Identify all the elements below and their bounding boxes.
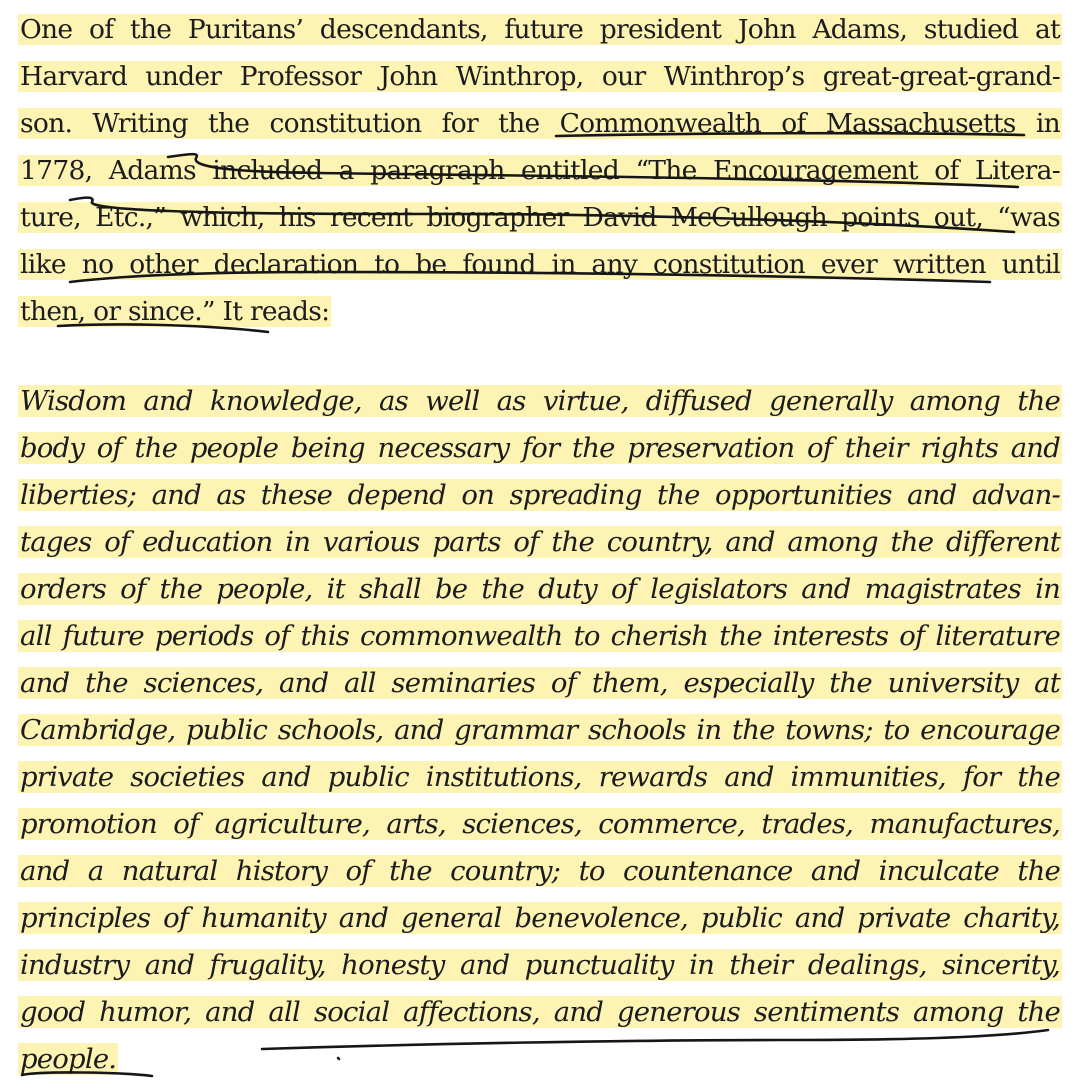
highlighted-text: Wisdom and knowledge, as well as virtue, diffused generally among the xyxy=(20,385,1060,417)
quote-line xyxy=(18,895,1062,942)
quote-line xyxy=(18,942,1062,989)
highlighted-text: principles of humanity and general benevolence, public and private charity, xyxy=(20,902,1060,934)
quote-line xyxy=(18,613,1062,660)
highlighted-text: good humor, and all social affections, and generous sentiments among the xyxy=(20,996,1060,1028)
quote-line xyxy=(18,378,1062,425)
highlighted-text: private societies and public institutions, rewards and immunities, for the xyxy=(20,761,1060,793)
text-line xyxy=(18,147,1062,194)
body-paragraph xyxy=(18,6,1062,335)
text-line xyxy=(18,6,1062,53)
quote-line xyxy=(18,472,1062,519)
highlighted-text: and a natural history of the country; to countenance and inculcate the xyxy=(20,855,1060,887)
highlighted-text: Harvard under Professor John Winthrop, our Winthrop’s great-great-grand- xyxy=(20,61,1060,92)
quote-line xyxy=(18,566,1062,613)
highlighted-text: ture, Etc.,” which, his recent biographer David McCullough points out, “was xyxy=(20,202,1060,233)
highlighted-text: son. Writing the constitution for the Commonwealth of Massachusetts in xyxy=(20,108,1060,139)
highlighted-text: industry and frugality, honesty and punctuality in their dealings, sincerity, xyxy=(20,949,1060,981)
highlighted-text: orders of the people, it shall be the duty of legislators and magistrates in xyxy=(20,573,1060,605)
quote-line xyxy=(18,848,1062,895)
highlighted-text: Cambridge, public schools, and grammar schools in the towns; to encourage xyxy=(20,714,1060,746)
highlighted-text: tages of education in various parts of the country, and among the different xyxy=(20,526,1060,558)
block-quote xyxy=(18,378,1062,1080)
highlighted-text: One of the Puritans’ descendants, future president John Adams, studied at xyxy=(20,14,1060,45)
text-line xyxy=(18,53,1062,100)
highlighted-text: all future periods of this commonwealth to cherish the interests of literature xyxy=(20,620,1060,652)
highlighted-text: body of the people being necessary for the preservation of their rights and xyxy=(20,432,1060,464)
highlighted-text: promotion of agriculture, arts, sciences, commerce, trades, manufactures, xyxy=(20,808,1060,840)
text-line xyxy=(18,241,1062,288)
quote-line xyxy=(18,707,1062,754)
highlighted-text: then, or since.” It reads: xyxy=(20,296,330,327)
quote-line xyxy=(18,1036,1062,1080)
quote-line xyxy=(18,519,1062,566)
text-line xyxy=(18,288,1062,335)
highlighted-text: like no other declaration to be found in any constitution ever written until xyxy=(20,249,1060,280)
quote-line xyxy=(18,425,1062,472)
quote-line xyxy=(18,660,1062,707)
highlighted-text: people. xyxy=(20,1043,117,1075)
highlighted-text: 1778, Adams included a paragraph entitled “The Encouragement of Litera- xyxy=(20,155,1060,186)
text-line xyxy=(18,194,1062,241)
quote-line xyxy=(18,801,1062,848)
quote-line xyxy=(18,754,1062,801)
text-line xyxy=(18,100,1062,147)
highlighted-text: and the sciences, and all seminaries of them, especially the university at xyxy=(20,667,1060,699)
highlighted-text: liberties; and as these depend on spreading the opportunities and advan- xyxy=(20,479,1060,511)
quote-line xyxy=(18,989,1062,1036)
